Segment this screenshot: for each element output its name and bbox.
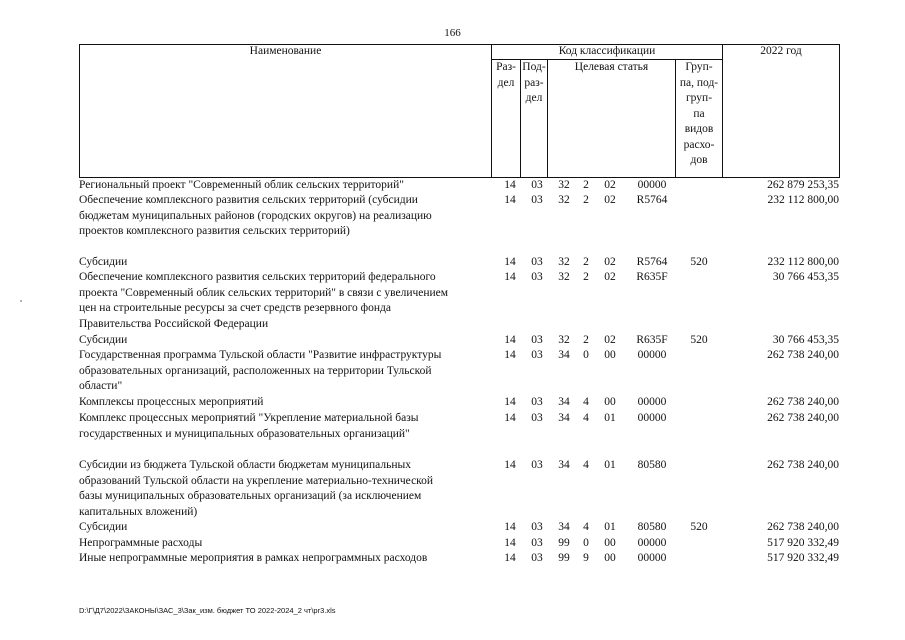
target-sub-code: 2 [583, 271, 589, 283]
table-row [79, 255, 839, 271]
razdel-code: 14 [504, 349, 516, 361]
podrazdel-code: 03 [531, 459, 543, 471]
amount-2022: 262 738 240,00 [767, 412, 839, 424]
target-sub-code: 2 [583, 194, 589, 206]
razdel-code: 14 [504, 179, 516, 191]
target-sub-code: 2 [583, 334, 589, 346]
target-program-code: 32 [558, 179, 570, 191]
target-event-code: 01 [604, 459, 616, 471]
table-row [79, 551, 839, 567]
target-sub-code: 4 [583, 412, 589, 424]
target-sub-code: 4 [583, 521, 589, 533]
target-direction-code: 80580 [637, 459, 667, 471]
table-row [79, 536, 839, 552]
target-event-code: 02 [604, 256, 616, 268]
table-row [79, 458, 839, 520]
razdel-code: 14 [504, 552, 516, 564]
razdel-code: 14 [504, 334, 516, 346]
expense-group-code: 520 [690, 334, 708, 346]
razdel-code: 14 [504, 256, 516, 268]
table-row [79, 333, 839, 349]
amount-2022: 262 738 240,00 [767, 521, 839, 533]
page-number: 166 [444, 27, 461, 39]
row-name: Субсидии [79, 334, 128, 346]
podrazdel-code: 03 [531, 271, 543, 283]
target-event-code: 02 [604, 179, 616, 191]
target-program-code: 99 [558, 537, 570, 549]
table-row [79, 178, 839, 194]
target-direction-code: 80580 [637, 521, 667, 533]
target-direction-code: 00000 [637, 179, 667, 191]
podrazdel-code: 03 [531, 194, 543, 206]
target-program-code: 32 [558, 194, 570, 206]
amount-2022: 232 112 800,00 [767, 194, 839, 206]
razdel-code: 14 [504, 521, 516, 533]
target-direction-code: 00000 [637, 396, 667, 408]
file-path-footer: D:\Г\Д7\2022\ЗАКОНЫ\ЗАС_3\Зак_изм. бюджет ТО 2022-2024_2 чт\pr3.xls [79, 606, 336, 615]
row-name: Комплекс процессных мероприятий "Укрепление материальной базы государственных и муниципальных образовательных организаций" [79, 412, 419, 440]
amount-2022: 262 879 253,35 [767, 179, 839, 191]
target-direction-code: R5764 [636, 194, 668, 206]
razdel-code: 14 [504, 194, 516, 206]
table-row [79, 411, 839, 442]
target-sub-code: 2 [583, 179, 589, 191]
target-direction-code: 00000 [637, 537, 667, 549]
target-direction-code: R5764 [636, 256, 668, 268]
amount-2022: 517 920 332,49 [767, 552, 839, 564]
podrazdel-code: 03 [531, 256, 543, 268]
podrazdel-code: 03 [531, 412, 543, 424]
target-sub-code: 4 [583, 459, 589, 471]
podrazdel-code: 03 [531, 521, 543, 533]
table-row [79, 395, 839, 411]
razdel-code: 14 [504, 459, 516, 471]
target-sub-code: 9 [583, 552, 589, 564]
expense-group-code: 520 [690, 521, 708, 533]
podrazdel-code: 03 [531, 179, 543, 191]
target-sub-code: 0 [583, 349, 589, 361]
target-program-code: 99 [558, 552, 570, 564]
table-row [79, 270, 839, 332]
row-name: Комплексы процессных мероприятий [79, 396, 264, 408]
header-group: Груп- па, под- груп- па видов расхо- дов [679, 61, 719, 166]
target-event-code: 00 [604, 349, 616, 361]
row-name: Непрограммные расходы [79, 537, 203, 549]
expense-group-code: 520 [690, 256, 708, 268]
header-target: Целевая статья [574, 61, 649, 73]
amount-2022: 262 738 240,00 [767, 396, 839, 408]
target-sub-code: 4 [583, 396, 589, 408]
razdel-code: 14 [504, 271, 516, 283]
amount-2022: 262 738 240,00 [767, 459, 839, 471]
row-name: Субсидии из бюджета Тульской области бюджетам муниципальных образований Тульской области на укрепление материально-технической базы муниципальных образовательных организаций (за исключением капитальных вложений) [79, 459, 434, 518]
row-name: Региональный проект "Современный облик сельских территорий" [79, 179, 404, 191]
razdel-code: 14 [504, 412, 516, 424]
target-event-code: 01 [604, 521, 616, 533]
target-sub-code: 2 [583, 256, 589, 268]
amount-2022: 30 766 453,35 [772, 271, 839, 283]
row-name: Обеспечение комплексного развития сельских территорий федерального проекта "Современный облик сельских территорий" в связи с увеличением цен на строительные ресурсы за счет средств резервного фонда Правительства Российской Федерации [79, 271, 449, 330]
target-sub-code: 0 [583, 537, 589, 549]
razdel-code: 14 [504, 537, 516, 549]
target-program-code: 32 [558, 334, 570, 346]
header-year: 2022 год [760, 45, 802, 57]
target-event-code: 02 [604, 334, 616, 346]
amount-2022: 30 766 453,35 [772, 334, 839, 346]
target-program-code: 34 [558, 459, 570, 471]
target-program-code: 34 [558, 396, 570, 408]
target-program-code: 34 [558, 521, 570, 533]
target-direction-code: 00000 [637, 349, 667, 361]
target-program-code: 34 [558, 349, 570, 361]
target-event-code: 02 [604, 194, 616, 206]
target-event-code: 02 [604, 271, 616, 283]
target-program-code: 32 [558, 256, 570, 268]
podrazdel-code: 03 [531, 537, 543, 549]
row-name: Субсидии [79, 521, 128, 533]
target-event-code: 00 [604, 396, 616, 408]
target-event-code: 00 [604, 537, 616, 549]
razdel-code: 14 [504, 396, 516, 408]
podrazdel-code: 03 [531, 334, 543, 346]
table-row [79, 520, 839, 536]
row-name: Обеспечение комплексного развития сельских территорий (субсидии бюджетам муниципальных районов (городских округов) на реализацию проектов комплексного развития сельских территорий) [79, 194, 432, 237]
podrazdel-code: 03 [531, 396, 543, 408]
scan-speck [20, 300, 22, 302]
row-name: Иные непрограммные мероприятия в рамках непрограммных расходов [79, 552, 428, 564]
row-name: Субсидии [79, 256, 128, 268]
target-program-code: 32 [558, 271, 570, 283]
podrazdel-code: 03 [531, 349, 543, 361]
header-code-group: Код классификации [558, 45, 656, 57]
header-name: Наименование [249, 45, 322, 57]
target-event-code: 00 [604, 552, 616, 564]
target-direction-code: R635F [636, 334, 668, 346]
target-direction-code: 00000 [637, 412, 667, 424]
header-podrazdel: Под- раз- дел [522, 61, 546, 104]
amount-2022: 517 920 332,49 [767, 537, 839, 549]
amount-2022: 262 738 240,00 [767, 349, 839, 361]
table-row [79, 348, 839, 395]
amount-2022: 232 112 800,00 [767, 256, 839, 268]
target-direction-code: R635F [636, 271, 668, 283]
row-name: Государственная программа Тульской области "Развитие инфраструктуры образовательных организаций, расположенных на территории Тульской области" [79, 349, 442, 392]
target-direction-code: 00000 [637, 552, 667, 564]
header-razdel: Раз- дел [496, 61, 516, 89]
podrazdel-code: 03 [531, 552, 543, 564]
target-program-code: 34 [558, 412, 570, 424]
table-row [79, 193, 839, 240]
target-event-code: 01 [604, 412, 616, 424]
